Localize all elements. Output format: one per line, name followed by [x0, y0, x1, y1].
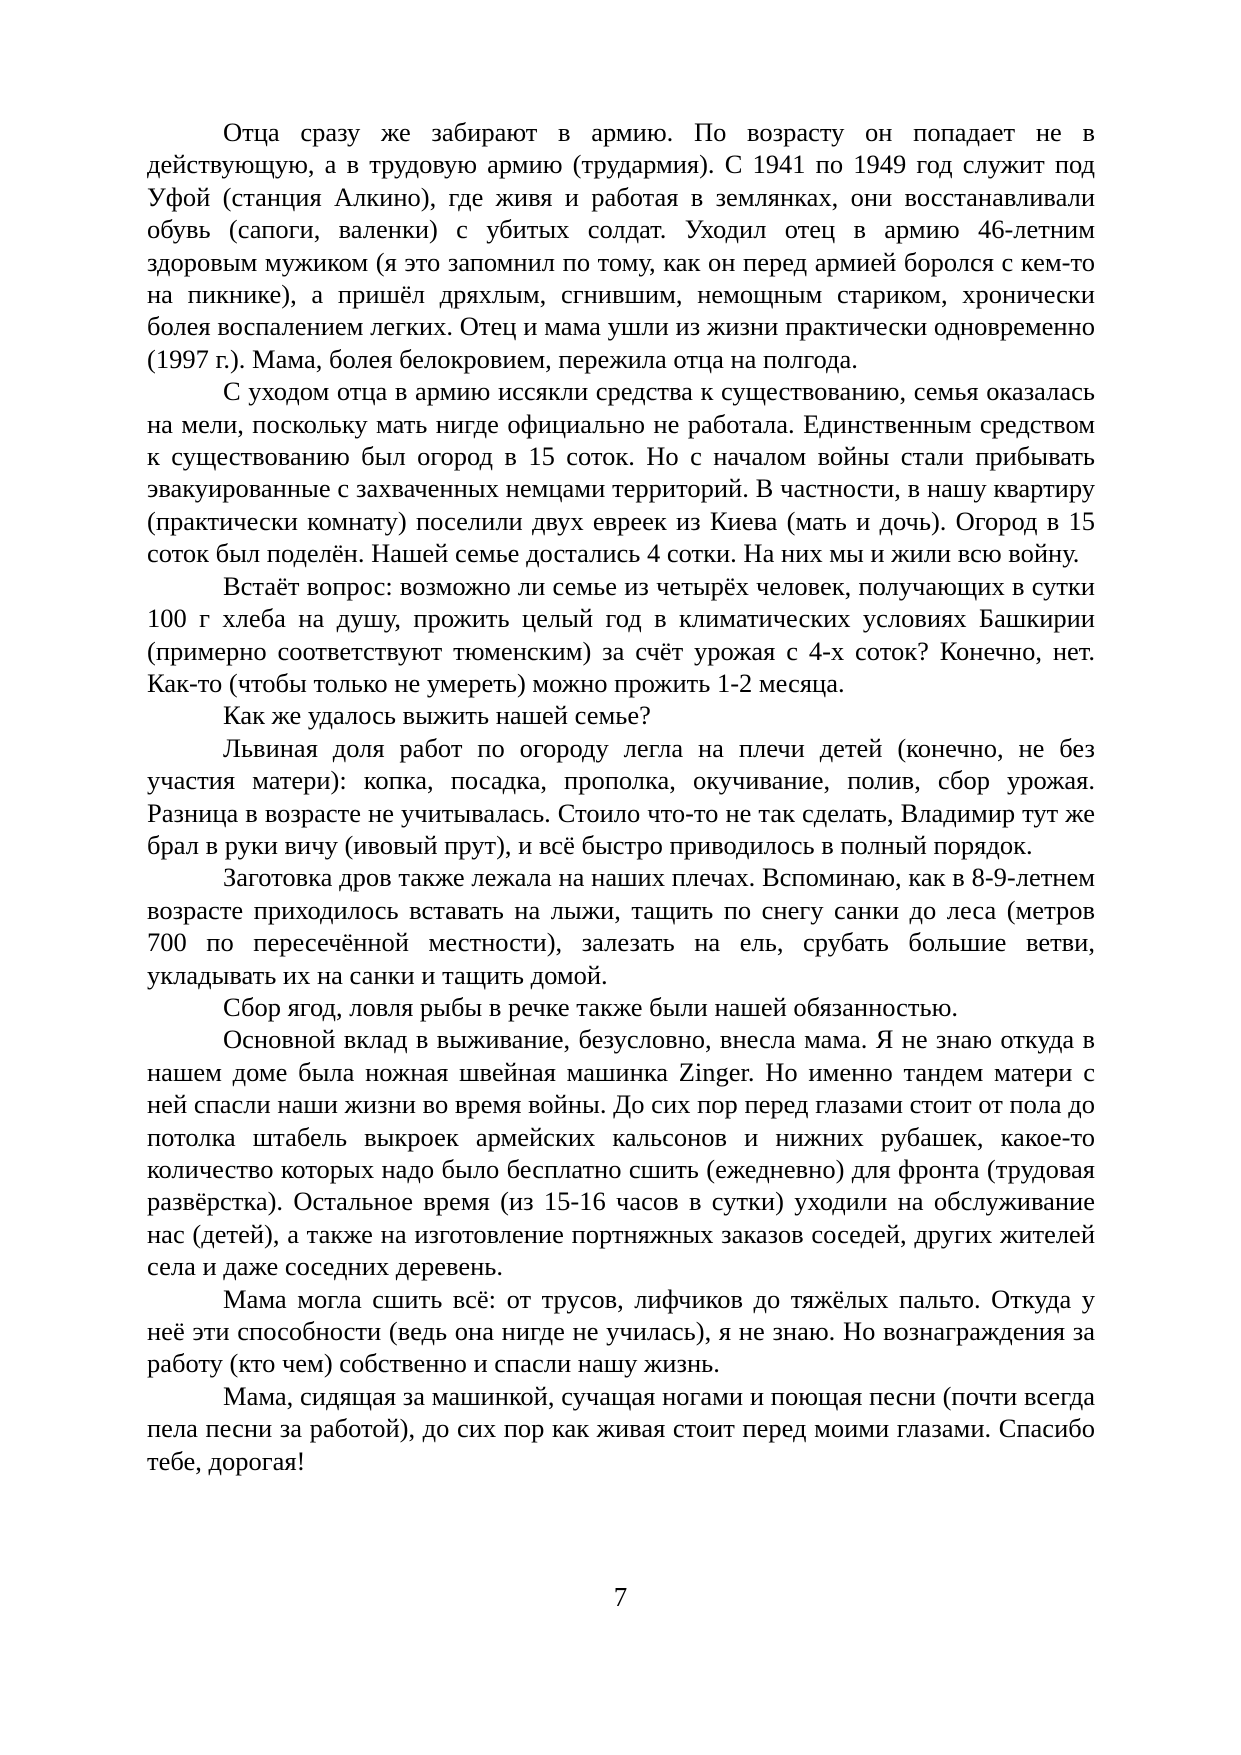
page-number: 7	[613, 1582, 628, 1612]
paragraph-6: Заготовка дров также лежала на наших плечах. Вспоминаю, как в 8-9-летнем возрасте приходилось вставать на лыжи, тащить по снегу санки до леса (метров 700 по пересечённой местности), залезать на ель, срубать большие ветви, укладывать их на санки и тащить домой.	[147, 862, 1095, 990]
paragraph-8: Основной вклад в выживание, безусловно, внесла мама. Я не знаю откуда в нашем доме была ножная швейная машинка Zinger. Но именно тандем матери с ней спасли наши жизни во время войны. До сих пор перед глазами стоит от пола до потолка штабель выкроек армейских кальсонов и нижних рубашек, какое-то количество которых надо было бесплатно сшить (ежедневно) для фронта (трудовая развёрстка). Остальное время (из 15-16 часов в сутки) уходили на обслуживание нас (детей), а также на изготовление портняжных заказов соседей, других жителей села и даже соседних деревень.	[147, 1024, 1095, 1282]
paragraph-5: Львиная доля работ по огороду легла на плечи детей (конечно, не без участия матери): копка, посадка, прополка, окучивание, полив, сбор урожая. Разница в возрасте не учитывалась. Стоило что-то не так сделать, Владимир тут же брал в руки вичу (ивовый прут), и всё быстро приводилось в полный порядок.	[147, 732, 1095, 860]
paragraph-4: Как же удалось выжить нашей семье?	[223, 700, 651, 731]
paragraph-9: Мама могла сшить всё: от трусов, лифчиков до тяжёлых пальто. Откуда у неё эти способности (ведь она нигде не училась), я не знаю. Но вознаграждения за работу (кто чем) собственно и спасли нашу жизнь.	[147, 1283, 1095, 1379]
paragraph-3: Встаёт вопрос: возможно ли семье из четырёх человек, получающих в сутки 100 г хлеба на душу, прожить целый год в климатических условиях Башкирии (примерно соответствуют тюменским) за счёт урожая с 4-х соток? Конечно, нет. Как-то (чтобы только не умереть) можно прожить 1-2 месяца.	[147, 570, 1095, 698]
body-text	[147, 116, 1095, 1477]
paragraph-2: С уходом отца в армию иссякли средства к существованию, семья оказалась на мели, поскольку мать нигде официально не работала. Единственным средством к существованию был огород в 15 соток. Но с началом войны стали прибывать эвакуированные с захваченных немцами территорий. В частности, в нашу квартиру (практически комнату) поселили двух евреек из Киева (мать и дочь). Огород в 15 соток был поделён. Нашей семье достались 4 сотки. На них мы и жили всю войну.	[147, 376, 1095, 569]
paragraph-1: Отца сразу же забирают в армию. По возрасту он попадает не в действующую, а в трудовую армию (трудармия). С 1941 по 1949 год служит под Уфой (станция Алкино), где живя и работая в землянках, они восстанавливали обувь (сапоги, валенки) с убитых солдат. Уходил отец в армию 46-летним здоровым мужиком (я это запомнил по тому, как он перед армией боролся с кем-то на пикнике), а пришёл дряхлым, сгнившим, немощным стариком, хронически болея воспалением легких. Отец и мама ушли из жизни практически одновременно (1997 г.). Мама, болея белокровием, пережила отца на полгода.	[147, 117, 1095, 374]
paragraph-7: Сбор ягод, ловля рыбы в речке также были нашей обязанностью.	[223, 991, 959, 1022]
paragraph-10: Мама, сидящая за машинкой, сучащая ногами и поющая песни (почти всегда пела песни за работой), до сих пор как живая стоит перед моими глазами. Спасибо тебе, дорогая!	[147, 1380, 1095, 1476]
